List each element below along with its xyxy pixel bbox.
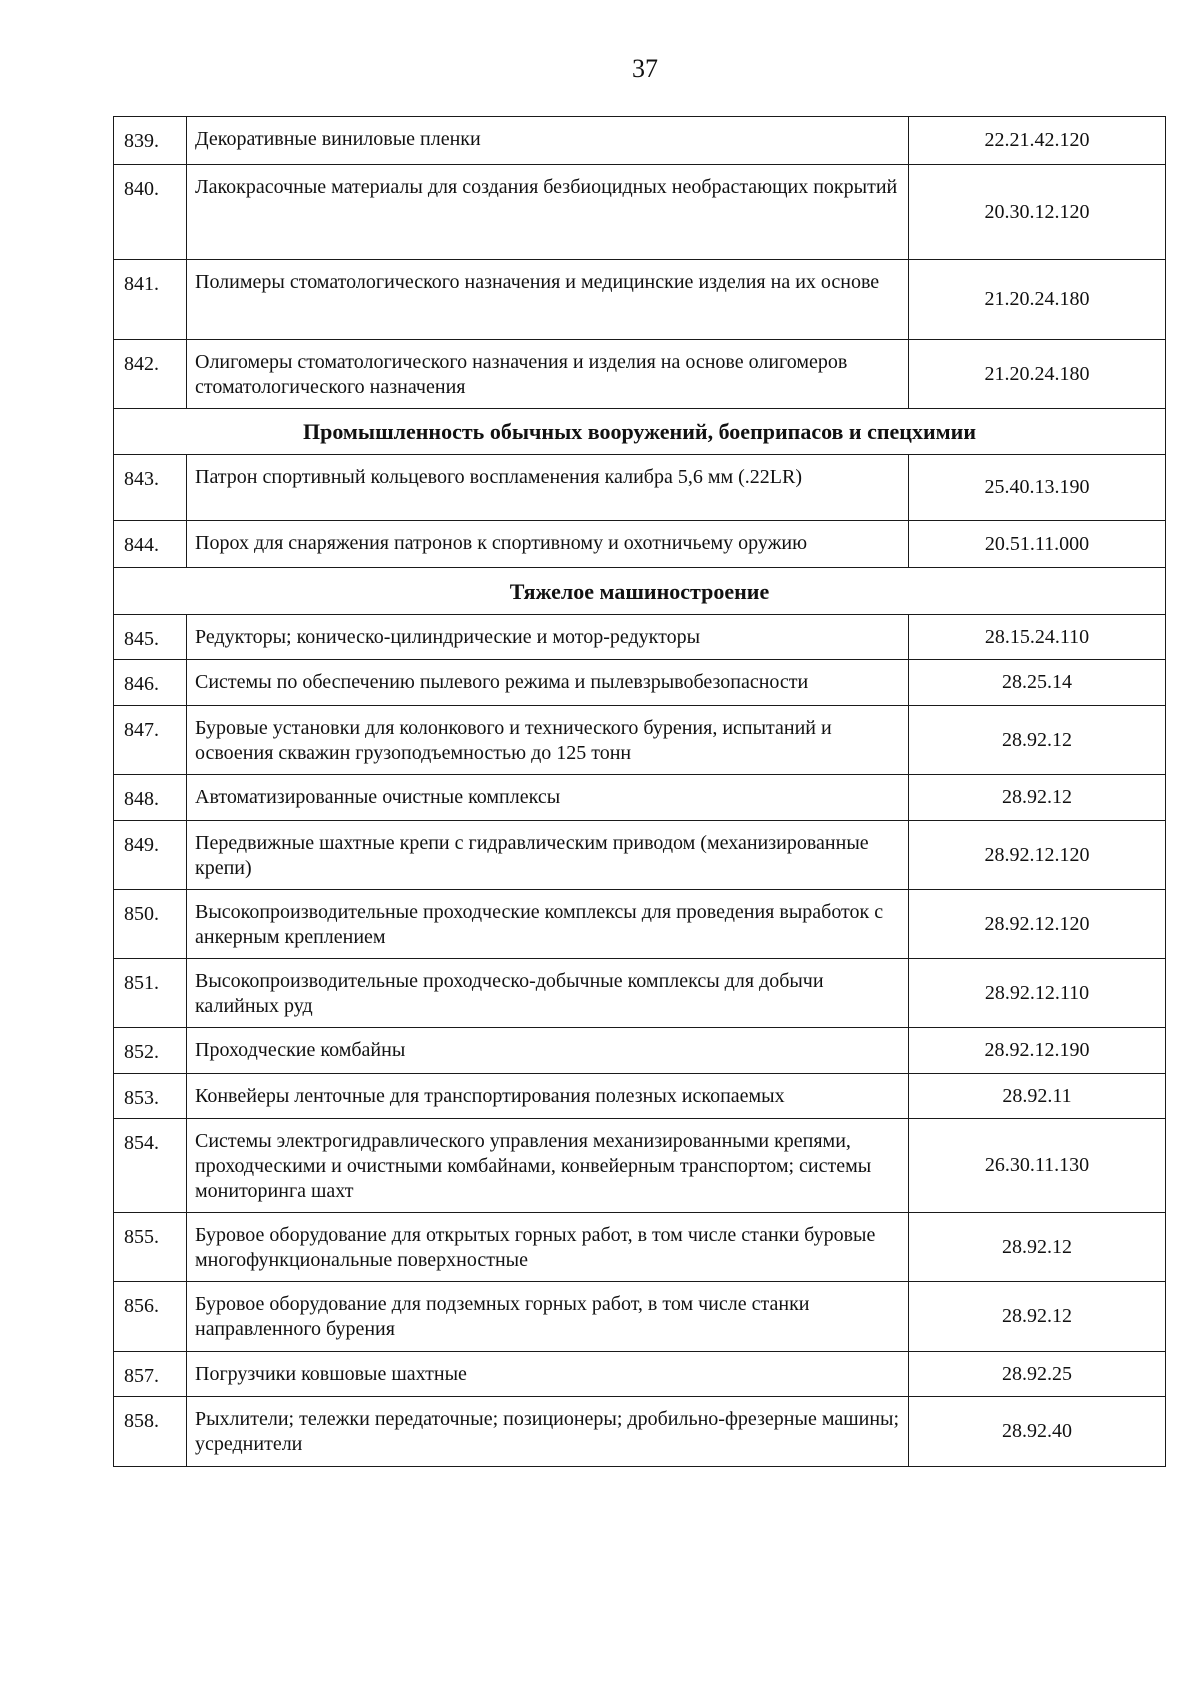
item-name: Патрон спортивный кольцевого воспламенения калибра 5,6 мм (.22LR) <box>187 455 909 521</box>
item-code: 28.92.12 <box>909 775 1166 821</box>
table-row <box>114 1213 1166 1282</box>
table-row <box>114 890 1166 959</box>
item-number: 851. <box>114 959 187 1028</box>
item-name: Полимеры стоматологического назначения и медицинские изделия на их основе <box>187 260 909 340</box>
item-number: 844. <box>114 521 187 568</box>
item-code: 28.92.25 <box>909 1352 1166 1397</box>
item-name: Передвижные шахтные крепи с гидравлическим приводом (механизированные крепи) <box>187 821 909 890</box>
table-row <box>114 117 1166 165</box>
table-row <box>114 1352 1166 1397</box>
section-title: Тяжелое машиностроение <box>114 568 1166 615</box>
item-name: Автоматизированные очистные комплексы <box>187 775 909 821</box>
table-row <box>114 165 1166 260</box>
section-header-row <box>114 568 1166 615</box>
item-number: 839. <box>114 117 187 165</box>
table-row <box>114 1028 1166 1074</box>
item-code: 21.20.24.180 <box>909 340 1166 409</box>
table-row <box>114 1074 1166 1119</box>
item-number: 841. <box>114 260 187 340</box>
item-name: Рыхлители; тележки передаточные; позиционеры; дробильно-фрезерные машины; усреднители <box>187 1397 909 1467</box>
item-number: 847. <box>114 706 187 775</box>
table-row <box>114 455 1166 521</box>
item-code: 28.92.12 <box>909 706 1166 775</box>
item-name: Лакокрасочные материалы для создания безбиоцидных необрастающих покрытий <box>187 165 909 260</box>
item-code: 28.25.14 <box>909 660 1166 706</box>
item-number: 850. <box>114 890 187 959</box>
item-code: 20.30.12.120 <box>909 165 1166 260</box>
item-code: 28.92.12.120 <box>909 821 1166 890</box>
item-name: Системы по обеспечению пылевого режима и пылевзрывобезопасности <box>187 660 909 706</box>
table-row <box>114 706 1166 775</box>
item-code: 28.92.12.110 <box>909 959 1166 1028</box>
item-name: Конвейеры ленточные для транспортирования полезных ископаемых <box>187 1074 909 1119</box>
item-number: 848. <box>114 775 187 821</box>
section-header-row <box>114 409 1166 455</box>
item-name: Высокопроизводительные проходческо-добычные комплексы для добычи калийных руд <box>187 959 909 1028</box>
item-code: 22.21.42.120 <box>909 117 1166 165</box>
table-row <box>114 821 1166 890</box>
table-row <box>114 615 1166 660</box>
item-number: 842. <box>114 340 187 409</box>
table-row <box>114 260 1166 340</box>
item-number: 857. <box>114 1352 187 1397</box>
item-name: Олигомеры стоматологического назначения и изделия на основе олигомеров стоматологического назначения <box>187 340 909 409</box>
item-name: Редукторы; коническо-цилиндрические и мотор-редукторы <box>187 615 909 660</box>
item-name: Буровое оборудование для открытых горных работ, в том числе станки буровые многофункциональные поверхностные <box>187 1213 909 1282</box>
item-name: Высокопроизводительные проходческие комплексы для проведения выработок с анкерным креплением <box>187 890 909 959</box>
page-number: 37 <box>632 54 658 83</box>
item-code: 21.20.24.180 <box>909 260 1166 340</box>
section-title: Промышленность обычных вооружений, боеприпасов и спецхимии <box>114 409 1166 455</box>
item-number: 840. <box>114 165 187 260</box>
table-row <box>114 1282 1166 1352</box>
item-code: 28.92.12.190 <box>909 1028 1166 1074</box>
item-code: 28.92.11 <box>909 1074 1166 1119</box>
item-number: 849. <box>114 821 187 890</box>
table-row <box>114 1119 1166 1213</box>
item-name: Буровые установки для колонкового и технического бурения, испытаний и освоения скважин грузоподъемностью до 125 тонн <box>187 706 909 775</box>
item-number: 856. <box>114 1282 187 1352</box>
item-number: 854. <box>114 1119 187 1213</box>
registry-table <box>113 116 1166 1467</box>
item-name: Погрузчики ковшовые шахтные <box>187 1352 909 1397</box>
item-number: 845. <box>114 615 187 660</box>
item-code: 28.15.24.110 <box>909 615 1166 660</box>
table-row <box>114 775 1166 821</box>
item-code: 26.30.11.130 <box>909 1119 1166 1213</box>
item-number: 846. <box>114 660 187 706</box>
item-name: Буровое оборудование для подземных горных работ, в том числе станки направленного бурения <box>187 1282 909 1352</box>
table-row <box>114 1397 1166 1467</box>
item-number: 858. <box>114 1397 187 1467</box>
item-number: 855. <box>114 1213 187 1282</box>
item-name: Проходческие комбайны <box>187 1028 909 1074</box>
item-code: 28.92.12 <box>909 1282 1166 1352</box>
table-row <box>114 340 1166 409</box>
item-name: Декоративные виниловые пленки <box>187 117 909 165</box>
table-row <box>114 959 1166 1028</box>
item-name: Системы электрогидравлического управления механизированными крепями, проходческими и очистными комбайнами, конвейерным транспортом; системы мониторинга шахт <box>187 1119 909 1213</box>
item-name: Порох для снаряжения патронов к спортивному и охотничьему оружию <box>187 521 909 568</box>
table-row <box>114 660 1166 706</box>
item-number: 843. <box>114 455 187 521</box>
item-number: 852. <box>114 1028 187 1074</box>
item-number: 853. <box>114 1074 187 1119</box>
item-code: 20.51.11.000 <box>909 521 1166 568</box>
table-row <box>114 521 1166 568</box>
item-code: 25.40.13.190 <box>909 455 1166 521</box>
item-code: 28.92.40 <box>909 1397 1166 1467</box>
item-code: 28.92.12 <box>909 1213 1166 1282</box>
registry-table-body <box>114 117 1166 1467</box>
item-code: 28.92.12.120 <box>909 890 1166 959</box>
